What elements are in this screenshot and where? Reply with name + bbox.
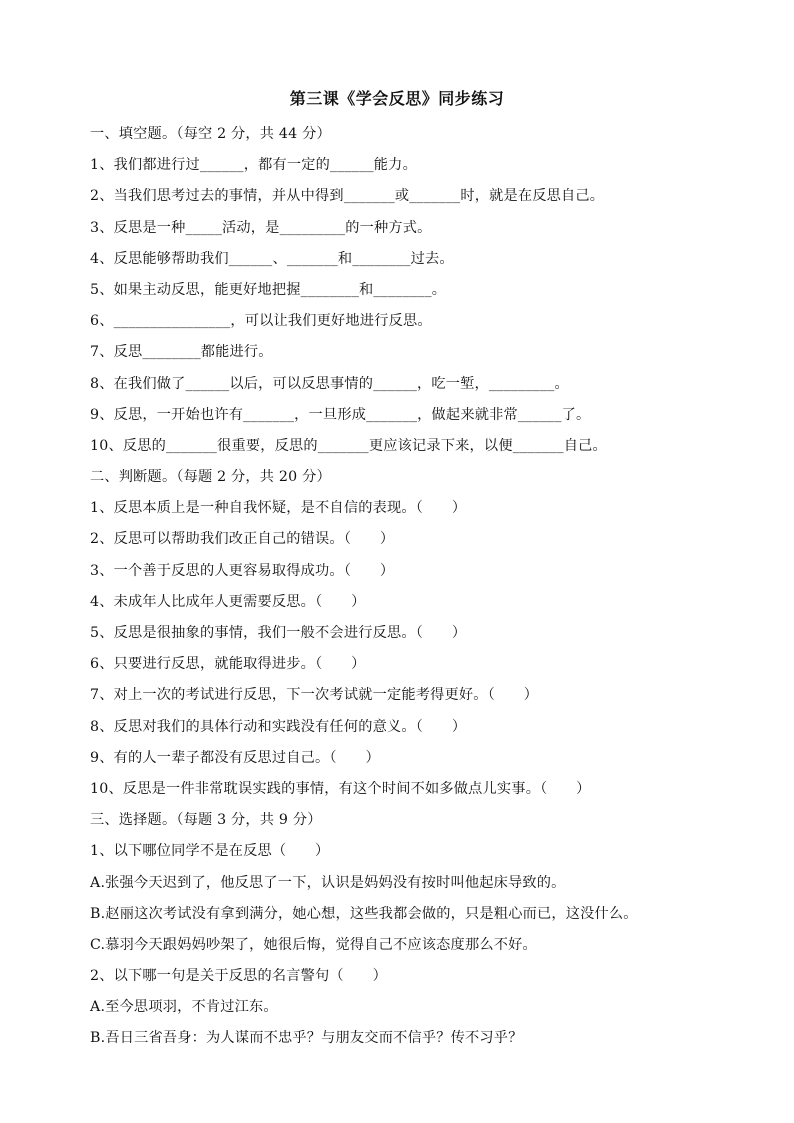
choice-question-2: 2、以下哪一句是关于反思的名言警句（ ） bbox=[90, 968, 387, 985]
choice-question-1: 1、以下哪位同学不是在反思（ ） bbox=[90, 843, 330, 860]
fill-question-8: 8、在我们做了______以后，可以反思事情的______，吃一堑，_________。 bbox=[90, 375, 569, 392]
choice-option-2b: B.吾日三省吾身：为人谋而不忠乎？与朋友交而不信乎？传不习乎？ bbox=[90, 1030, 523, 1047]
worksheet-body bbox=[90, 119, 730, 1055]
page-title: 第三课《学会反思》同步练习 bbox=[289, 89, 505, 108]
judge-question-10: 10、反思是一件非常耽误实践的事情，有这个时间不如多做点儿实事。（ ） bbox=[90, 780, 591, 797]
fill-question-10: 10、反思的_______很重要，反思的_______更应该记录下来，以便_______自己。 bbox=[90, 437, 607, 454]
fill-question-6: 6、________________，可以让我们更好地进行反思。 bbox=[90, 313, 432, 330]
judge-question-6: 6、只要进行反思，就能取得进步。（ ） bbox=[90, 656, 366, 673]
fill-question-2: 2、当我们思考过去的事情，并从中得到_______或_______时，就是在反思自己。 bbox=[90, 188, 605, 205]
section-heading-true-false: 二、判断题。（每题 2 分，共 20 分） bbox=[90, 469, 331, 486]
fill-question-5: 5、如果主动反思，能更好地把握________和________。 bbox=[90, 281, 447, 298]
judge-question-9: 9、有的人一辈子都没有反思过自己。（ ） bbox=[90, 749, 380, 766]
judge-question-3: 3、一个善于反思的人更容易取得成功。（ ） bbox=[90, 562, 395, 579]
section-heading-multiple-choice: 三、选择题。（每题 3 分，共 9 分） bbox=[90, 812, 322, 829]
fill-question-7: 7、反思________都能进行。 bbox=[90, 344, 273, 361]
fill-question-4: 4、反思能够帮助我们______、_______和________过去。 bbox=[90, 250, 454, 267]
judge-question-1: 1、反思本质上是一种自我怀疑，是不自信的表现。（ ） bbox=[90, 500, 467, 517]
choice-option-1a: A.张强今天迟到了，他反思了一下，认识是妈妈没有按时叫他起床导致的。 bbox=[90, 874, 566, 891]
judge-question-8: 8、反思对我们的具体行动和实践没有任何的意义。（ ） bbox=[90, 718, 467, 735]
choice-option-1b: B.赵丽这次考试没有拿到满分，她心想，这些我都会做的，只是粗心而已，这没什么。 bbox=[90, 905, 638, 922]
section-heading-fill-in: 一、填空题。（每空 2 分，共 44 分） bbox=[90, 126, 331, 142]
choice-option-1c: C.慕羽今天跟妈妈吵架了，她很后悔，觉得自己不应该态度那么不好。 bbox=[90, 936, 537, 953]
judge-question-5: 5、反思是很抽象的事情，我们一般不会进行反思。（ ） bbox=[90, 625, 467, 641]
fill-question-1: 1、我们都进行过______，都有一定的______能力。 bbox=[90, 157, 417, 174]
judge-question-4: 4、未成年人比成年人更需要反思。（ ） bbox=[90, 593, 366, 610]
choice-option-2a: A.至今思项羽，不肯过江东。 bbox=[90, 999, 278, 1016]
fill-question-9: 9、反思，一开始也许有_______，一旦形成_______，做起来就非常______了。 bbox=[90, 406, 591, 423]
judge-question-2: 2、反思可以帮助我们改正自己的错误。（ ） bbox=[90, 531, 395, 548]
fill-question-3: 3、反思是一种_____活动，是_________的一种方式。 bbox=[90, 219, 432, 236]
judge-question-7: 7、对上一次的考试进行反思，下一次考试就一定能考得更好。（ ） bbox=[90, 687, 539, 704]
